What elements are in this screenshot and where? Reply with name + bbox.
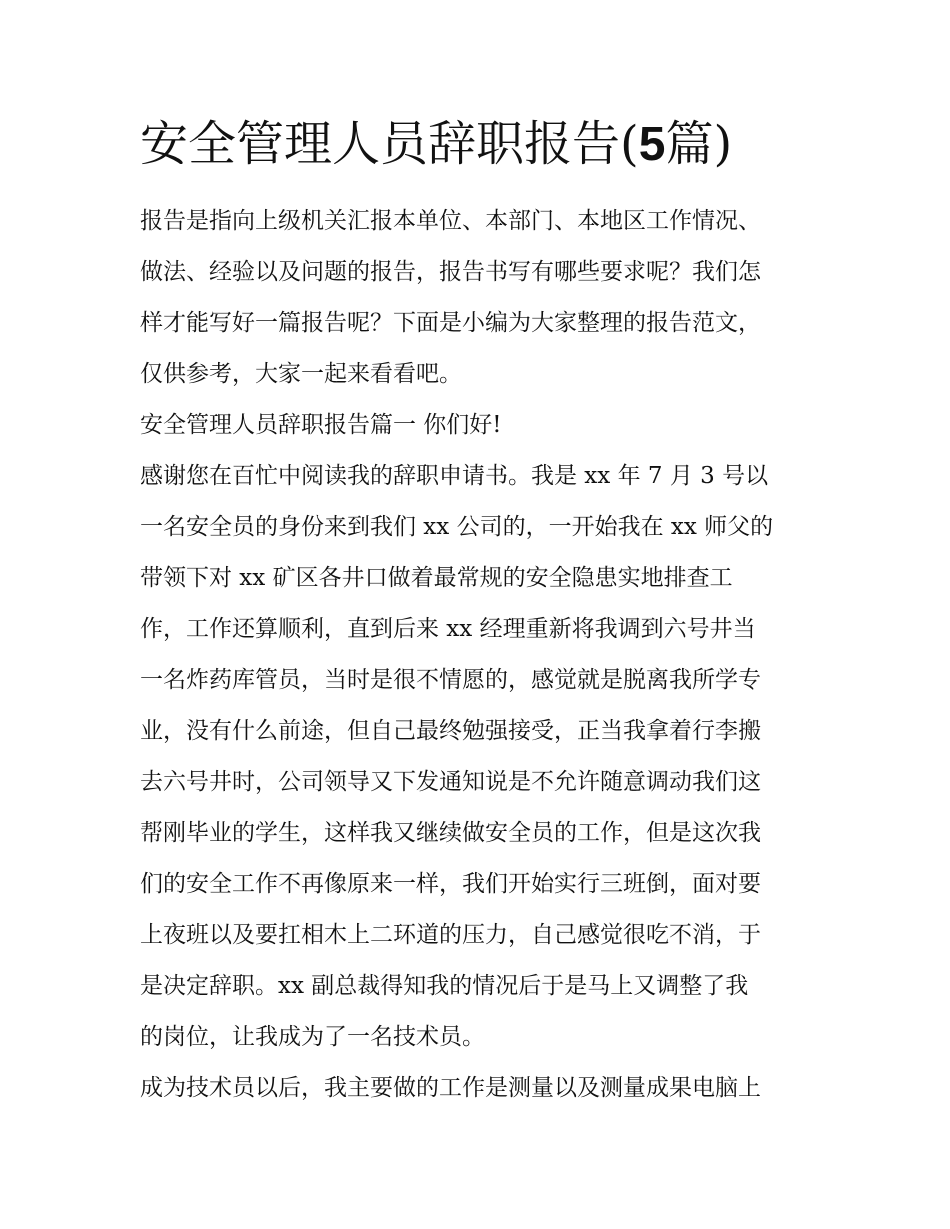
title-number: 5 bbox=[638, 118, 666, 171]
document-body bbox=[140, 196, 820, 1114]
text-line: 一名安全员的身份来到我们 xx 公司的，一开始我在 xx 师父的 bbox=[140, 514, 774, 540]
text-line: 业，没有什么前途，但自己最终勉强接受，正当我拿着行李搬 bbox=[140, 718, 761, 744]
text-line: 的岗位，让我成为了一名技术员。 bbox=[140, 1024, 485, 1050]
title-prefix: 安全管理人员辞职报告( bbox=[140, 116, 639, 172]
text-line: 一名炸药库管员，当时是很不情愿的，感觉就是脱离我所学专 bbox=[140, 667, 761, 693]
text-line: 是决定辞职。xx 副总裁得知我的情况后于是马上又调整了我 bbox=[140, 973, 749, 999]
text-line: 样才能写好一篇报告呢？下面是小编为大家整理的报告范文， bbox=[140, 310, 761, 336]
text-line: 作，工作还算顺利，直到后来 xx 经理重新将我调到六号井当 bbox=[140, 616, 756, 642]
text-line: 报告是指向上级机关汇报本单位、本部门、本地区工作情况、 bbox=[140, 208, 761, 234]
text-line: 感谢您在百忙中阅读我的辞职申请书。我是 xx 年 7 月 3 号以 bbox=[140, 463, 769, 489]
text-line: 带领下对 xx 矿区各井口做着最常规的安全隐患实地排查工 bbox=[140, 565, 733, 591]
text-line: 成为技术员以后，我主要做的工作是测量以及测量成果电脑上 bbox=[140, 1075, 761, 1101]
text-line: 去六号井时，公司领导又下发通知说是不允许随意调动我们这 bbox=[140, 769, 761, 795]
section-heading-line: 安全管理人员辞职报告篇一 你们好! bbox=[140, 412, 502, 438]
text-line: 帮刚毕业的学生，这样我又继续做安全员的工作，但是这次我 bbox=[140, 820, 761, 846]
text-line: 仅供参考，大家一起来看看吧。 bbox=[140, 361, 462, 387]
text-line: 做法、经验以及问题的报告，报告书写有哪些要求呢？我们怎 bbox=[140, 259, 761, 285]
title-suffix: 篇) bbox=[665, 116, 733, 172]
document-title bbox=[140, 112, 732, 177]
text-line: 上夜班以及要扛相木上二环道的压力，自己感觉很吃不消，于 bbox=[140, 922, 761, 948]
text-line: 们的安全工作不再像原来一样，我们开始实行三班倒，面对要 bbox=[140, 871, 761, 897]
